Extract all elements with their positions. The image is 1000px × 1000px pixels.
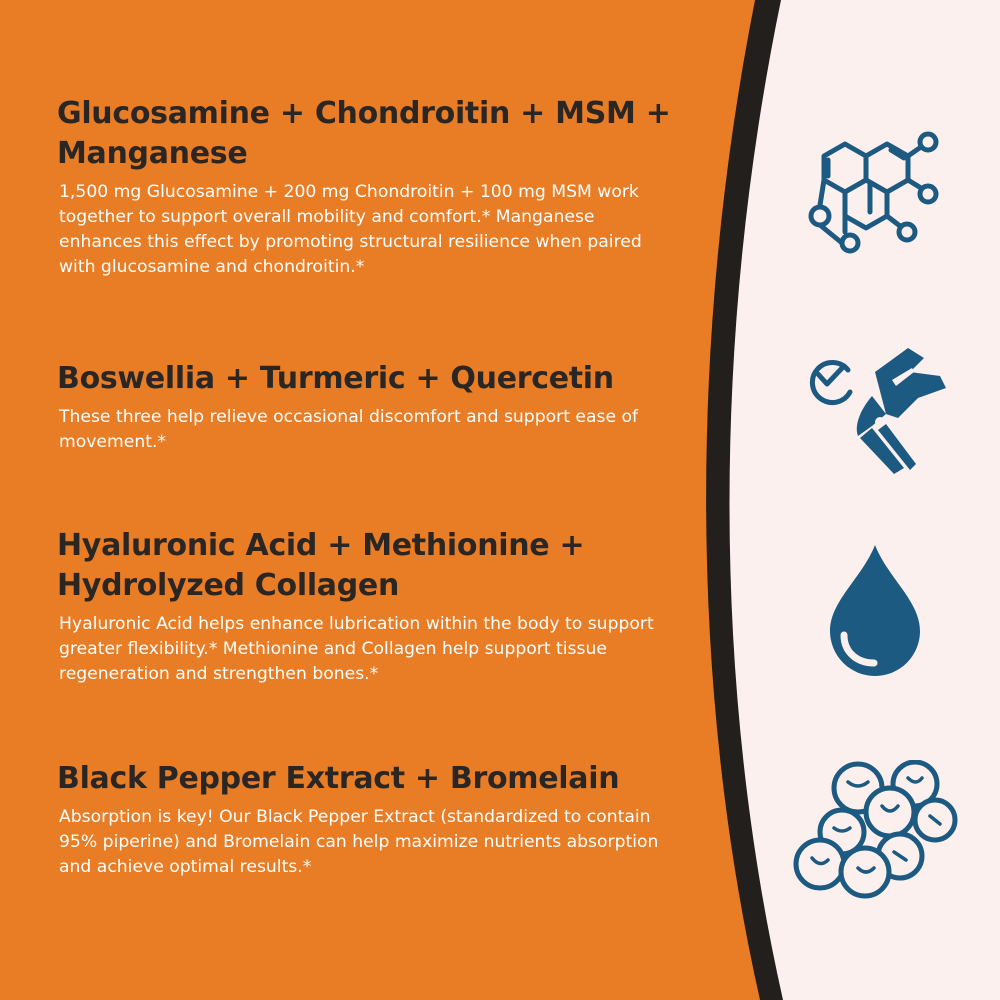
ingredient-section-boswellia (57, 359, 677, 455)
section-description: These three help relieve occasional discomfort and support ease of movement.* (59, 407, 639, 452)
knee-joint-check-icon (800, 340, 960, 480)
ingredient-section-hyaluronic (57, 526, 677, 687)
section-title: Glucosamine + Chondroitin + MSM + Manganese (57, 96, 671, 171)
section-title: Black Pepper Extract + Bromelain (57, 761, 620, 796)
peppercorns-icon (790, 760, 960, 900)
ingredient-section-black-pepper (57, 759, 677, 880)
ingredient-section-joint-blend (57, 94, 677, 280)
section-description: 1,500 mg Glucosamine + 200 mg Chondroitin + 100 mg MSM work together to support overall mobility and comfort.* Manganese enhances this effect by promoting structural resilience when paired with glucosamine and chondroitin.* (59, 182, 642, 277)
section-title: Boswellia + Turmeric + Quercetin (57, 361, 614, 396)
section-description: Hyaluronic Acid helps enhance lubrication within the body to support greater flexibility.* Methionine and Collagen help support tissue regeneration and strengthen bones.* (59, 614, 654, 684)
section-description: Absorption is key! Our Black Pepper Extract (standardized to contain 95% piperine) and Bromelain can help maximize nutrients absorption and achieve optimal results.* (59, 807, 659, 877)
molecule-icon (800, 122, 950, 272)
section-title: Hyaluronic Acid + Methionine + Hydrolyzed Collagen (57, 528, 585, 603)
water-drop-icon (822, 543, 928, 678)
